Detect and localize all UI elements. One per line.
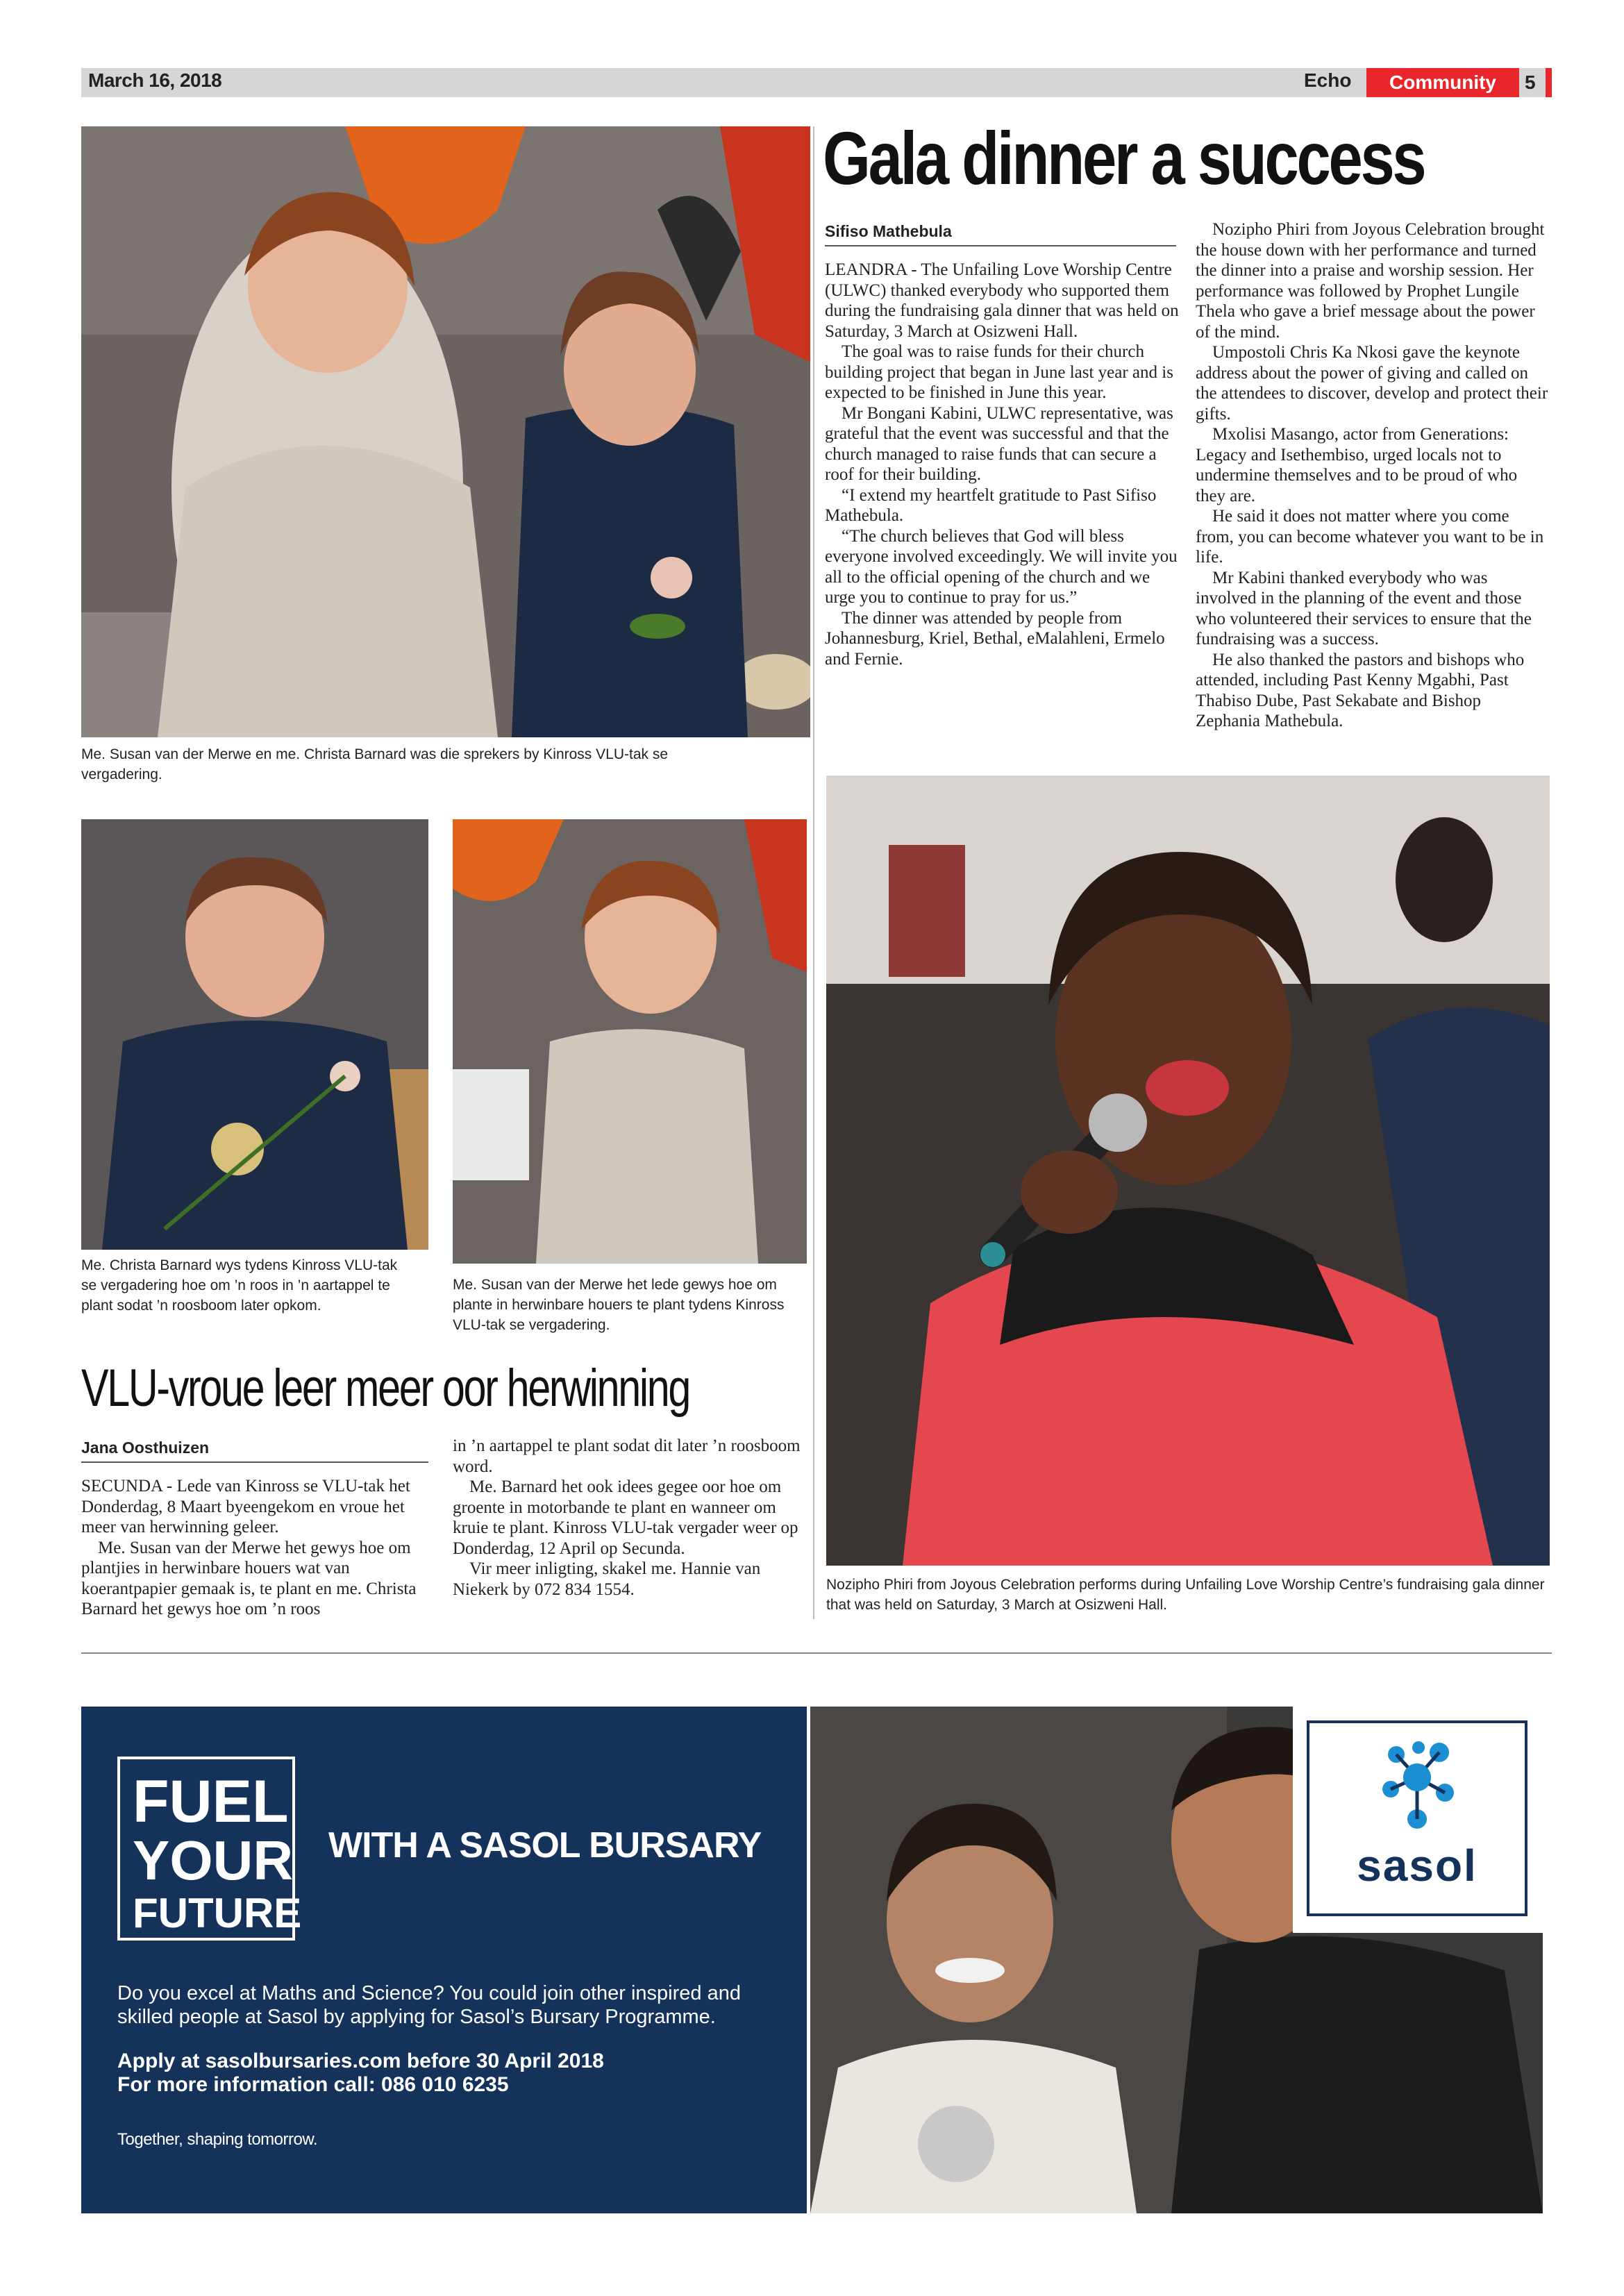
vlu-christa-caption: Me. Christa Barnard wys tydens Kinross VLU-tak se vergadering hoe om ’n roos in ’n aartappel te plant sodat ’n roosboom later opkom. — [81, 1257, 398, 1314]
gala-column-2 — [1196, 219, 1550, 732]
bursary-heading: WITH A SASOL BURSARY — [328, 1825, 762, 1866]
paragraph: The dinner was attended by people from Johannesburg, Kriel, Bethal, eMalahleni, Ermelo and Fernie. — [825, 608, 1165, 669]
paragraph: Me. Barnard het ook idees gegee oor hoe om groente in motorbande te plant en wanneer om kruie te plant. Kinross VLU-tak vergader weer op Donderdag, 12 April op Secunda. — [453, 1477, 798, 1558]
vlu-main-photo — [81, 126, 810, 737]
issue-date: March 16, 2018 — [88, 69, 222, 91]
advert-apply-text — [117, 2050, 784, 2097]
paragraph: Vir meer inligting, skakel me. Hannie van Niekerk by 072 834 1554. — [453, 1559, 761, 1599]
paragraph: He said it does not matter where you come from, you can become whatever you want to be in life. — [1196, 507, 1544, 567]
vlu-headline: VLU-vroue leer meer oor herwinning — [81, 1359, 689, 1418]
section-label: Community — [1366, 68, 1519, 97]
vlu-photo-susan — [453, 819, 807, 1264]
gala-photo-caption: Nozipho Phiri from Joyous Celebration performs during Unfailing Love Worship Centre’s fundraising gala dinner that was held on Saturday, 3 March at Osizweni Hall. — [826, 1577, 1545, 1613]
fuel-your-future-box — [117, 1757, 302, 1941]
page-number-strip — [1546, 68, 1552, 97]
paragraph: Me. Susan van der Merwe het gewys hoe om plantjies in herwinbare houers wat van koerantpapier gemaak is, te plant en me. Christa Barnard het gewys hoe om ’n roos — [81, 1538, 417, 1618]
vlu-byline: Jana Oosthuizen — [81, 1439, 428, 1463]
gala-byline: Sifiso Mathebula — [825, 222, 1176, 246]
sasol-molecule-icon — [1375, 1737, 1459, 1834]
advert-tagline: Together, shaping tomorrow. — [117, 2130, 318, 2149]
future-word: FUTURE — [133, 1890, 302, 1936]
vlu-column-1 — [81, 1476, 428, 1620]
vlu-column-2 — [453, 1436, 807, 1600]
fuel-word: FUEL — [133, 1768, 289, 1835]
paragraph: The goal was to raise funds for their church building project that began in June last year and is expected to be finished in June this year. — [825, 342, 1173, 402]
gala-headline: Gala dinner a success — [823, 116, 1425, 200]
advert-copy-panel — [81, 1707, 807, 2213]
paragraph: in ’n aartappel te plant sodat dit later ’n roosboom word. — [453, 1436, 801, 1476]
paragraph: Mr Kabini thanked everybody who was involved in the planning of the event and those who volunteered their services to ensure that the fundraising was a success. — [1196, 568, 1532, 648]
paragraph: Mr Bongani Kabini, ULWC representative, was grateful that the event was successful and that the church managed to raise funds that can secure a roof for their building. — [825, 403, 1173, 484]
apply-website-line[interactable]: Apply at sasolbursaries.com before 30 April 2018 — [117, 2050, 604, 2072]
publication-name: Echo — [1304, 69, 1352, 91]
sasol-wordmark: sasol — [1357, 1841, 1477, 1891]
page-divider — [81, 1652, 1552, 1654]
paragraph: Mxolisi Masango, actor from Generations: Legacy and Isethembiso, urged locals not to undermine themselves and to be proud of who they are. — [1196, 425, 1518, 505]
your-word: YOUR — [133, 1829, 294, 1891]
vlu-susan-caption: Me. Susan van der Merwe het lede gewys hoe om plante in herwinbare houers te plant tydens Kinross VLU-tak se vergadering. — [453, 1277, 785, 1333]
vlu-main-caption: Me. Susan van der Merwe en me. Christa Barnard was die sprekers by Kinross VLU-tak se vergadering. — [81, 746, 669, 782]
page-number: 5 — [1525, 72, 1536, 93]
paragraph: He also thanked the pastors and bishops who attended, including Past Kenny Mgabhi, Past Thabiso Dube, Past Sekabate and Bishop Zephania Mathebula. — [1196, 650, 1525, 730]
paragraph: LEANDRA - The Unfailing Love Worship Centre (ULWC) thanked everybody who supported them during the fundraising gala dinner that was held on Saturday, 3 March at Osizweni Hall. — [825, 260, 1179, 341]
sasol-logo-box — [1293, 1707, 1543, 1933]
paragraph: “I extend my heartfelt gratitude to Past Sifiso Mathebula. — [825, 485, 1157, 525]
paragraph: “The church believes that God will bless everyone involved exceedingly. We will invite you all to the official opening of the church and we urge you to continue to pray for us.” — [825, 526, 1178, 607]
advert-body-text: Do you excel at Maths and Science? You could join other inspired and skilled people at Sasol by applying for Sasol’s Bursary Programme. — [117, 1982, 741, 2028]
vlu-photo-christa — [81, 819, 428, 1250]
sasol-advert[interactable] — [81, 1707, 1543, 2213]
column-divider — [813, 126, 814, 1619]
paragraph: Nozipho Phiri from Joyous Celebration brought the house down with her performance and turned the dinner into a praise and worship session. Her performance was followed by Prophet Lungile Thela who gave a brief message about the power of the mind. — [1196, 220, 1545, 342]
paragraph: Umpostoli Chris Ka Nkosi gave the keynote address about the power of giving and called on the attendees to discover, develop and protect their gifts. — [1196, 343, 1548, 424]
apply-phone-line: For more information call: 086 010 6235 — [117, 2073, 509, 2096]
gala-column-1 — [825, 260, 1179, 669]
paragraph: SECUNDA - Lede van Kinross se VLU-tak het Donderdag, 8 Maart byeengekom en vroue het meer van herwinning geleer. — [81, 1477, 410, 1536]
gala-singer-photo — [826, 776, 1550, 1566]
